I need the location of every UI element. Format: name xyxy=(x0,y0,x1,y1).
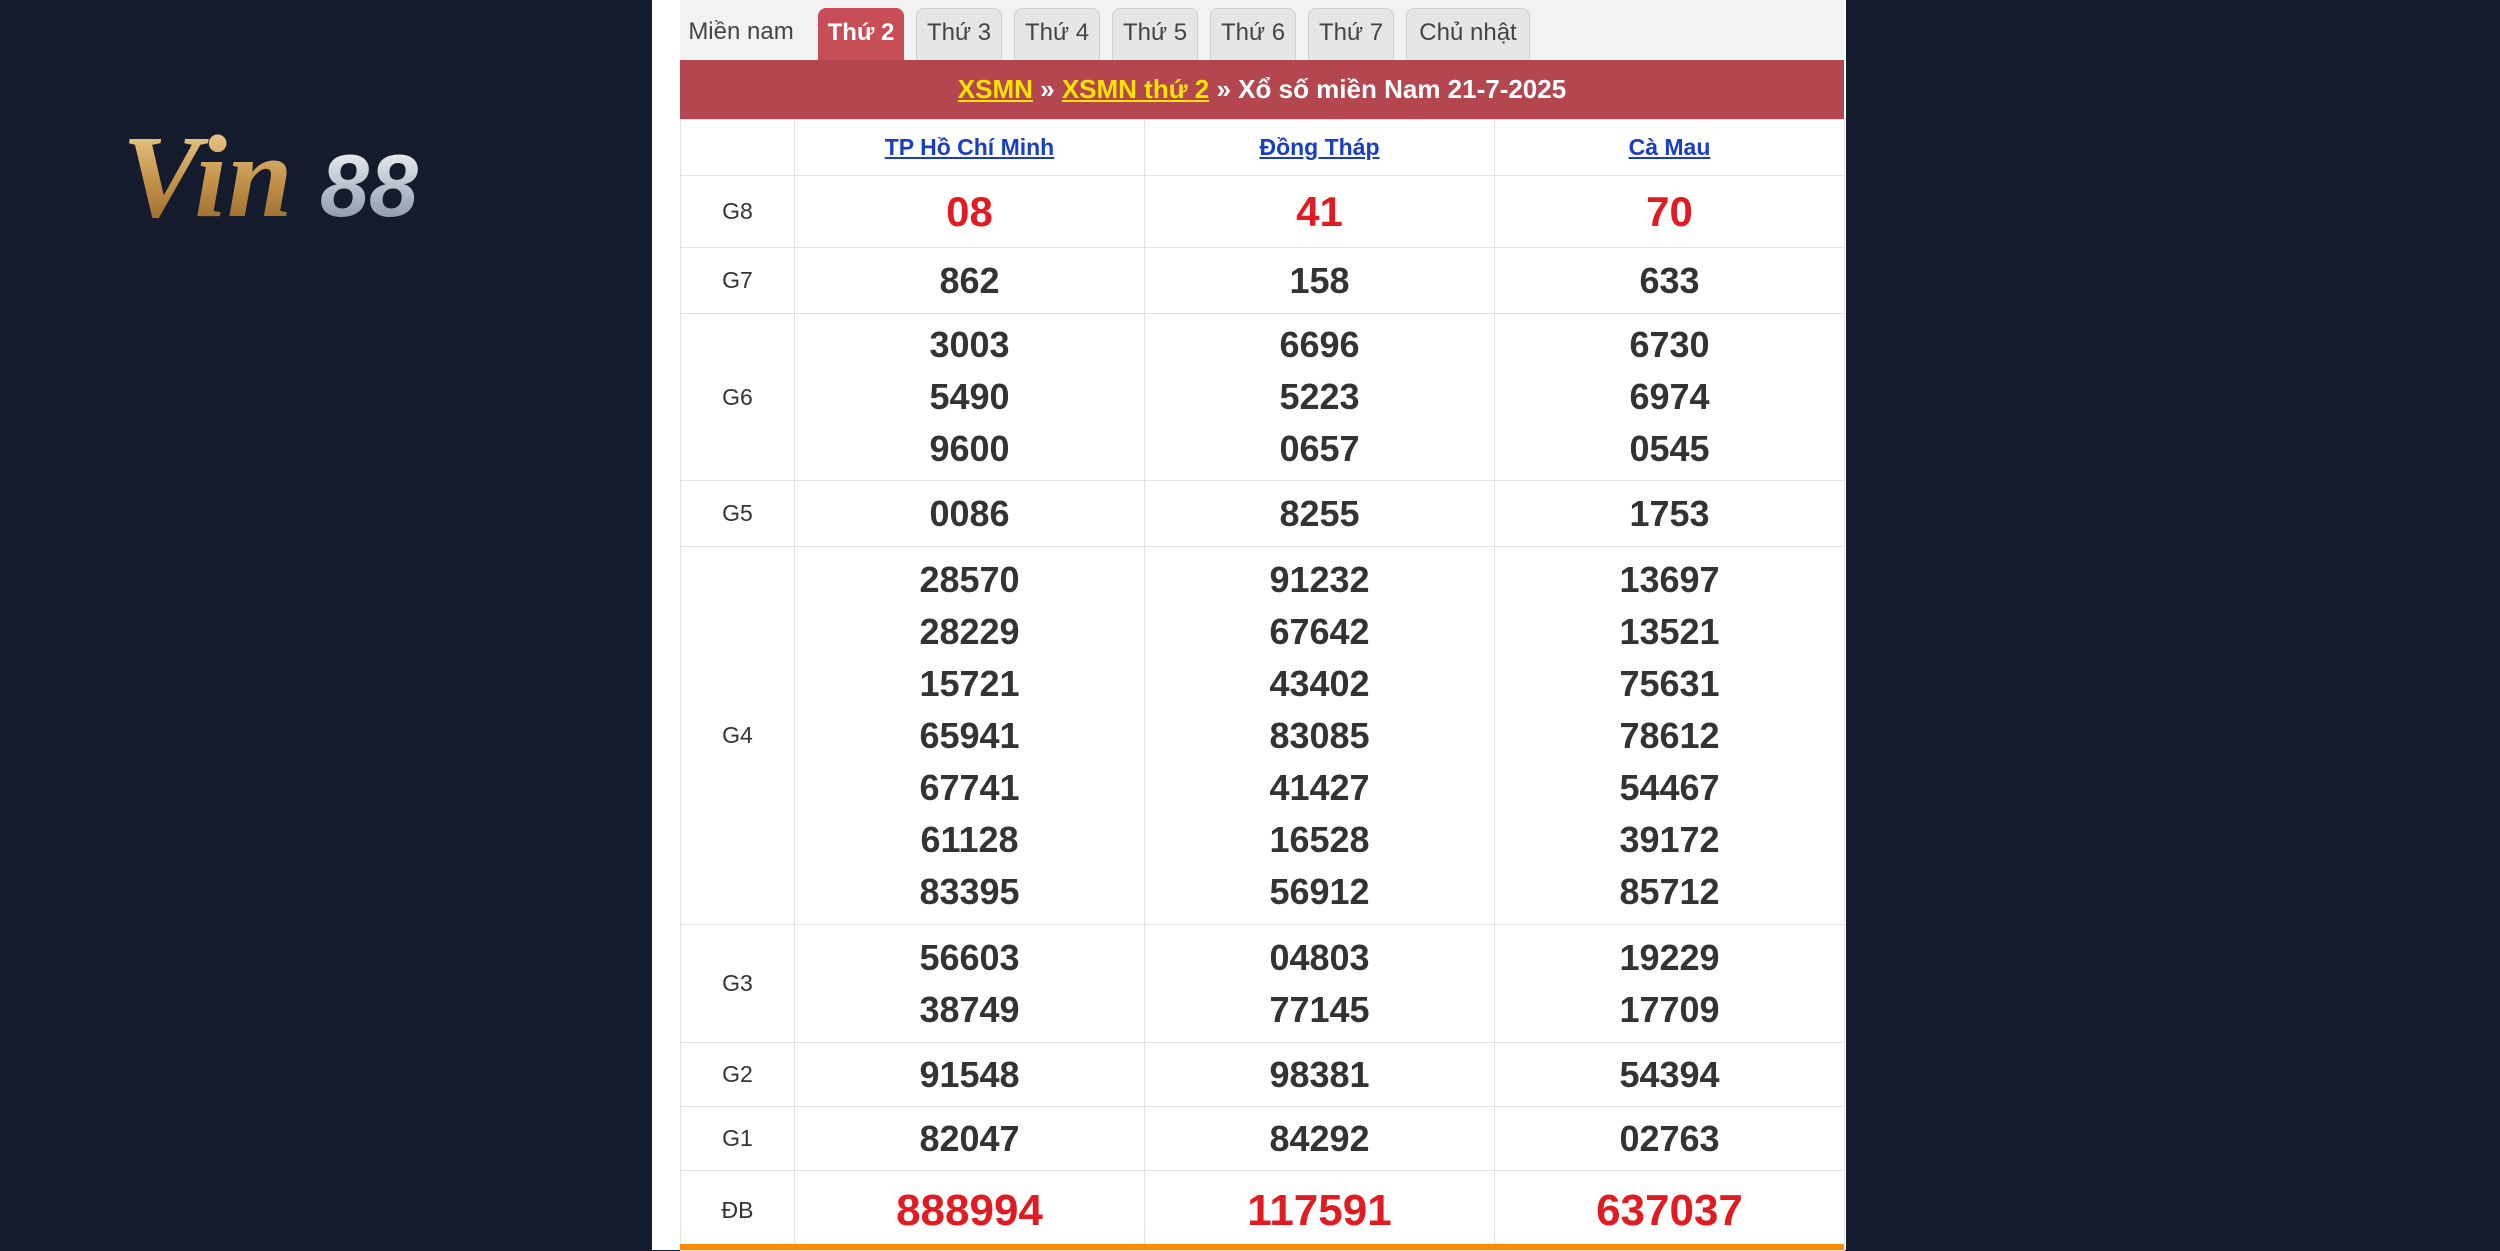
lottery-number: 3003 xyxy=(929,324,1010,365)
lottery-number: 02763 xyxy=(1619,1117,1720,1159)
lottery-number: 5490 xyxy=(929,376,1010,417)
logo-text-gold: Vin xyxy=(122,112,293,232)
lottery-number: 158 xyxy=(1289,259,1350,301)
lottery-number: 83395 xyxy=(919,870,1020,912)
xsmn-thu-2-link[interactable]: XSMN thứ 2 xyxy=(1061,74,1210,104)
prize-label: ĐB xyxy=(681,1171,795,1251)
lottery-number: 75631 xyxy=(1619,662,1720,704)
lottery-number: 0657 xyxy=(1279,428,1360,469)
lottery-number: 67642 xyxy=(1269,610,1370,652)
province-link-ca-mau[interactable]: Cà Mau xyxy=(1628,134,1711,160)
prize-row-g1 xyxy=(681,1107,1845,1171)
prize-label: G6 xyxy=(681,314,795,481)
province-header xyxy=(1495,120,1845,176)
prize-cell xyxy=(1495,176,1845,248)
prize-cell xyxy=(1495,248,1845,314)
lottery-number: 83085 xyxy=(1269,714,1370,756)
prize-row-g8 xyxy=(681,176,1845,248)
results-header xyxy=(680,60,1844,119)
tab-thu-6[interactable]: Thứ 6 xyxy=(1210,8,1296,60)
prize-row-g5 xyxy=(681,481,1845,547)
prize-cell xyxy=(795,1107,1145,1171)
lottery-number: 41427 xyxy=(1269,766,1370,808)
tab-thu-4[interactable]: Thứ 4 xyxy=(1014,8,1100,60)
lottery-number: 5223 xyxy=(1279,376,1360,417)
breadcrumb-separator: » xyxy=(1209,74,1239,104)
lottery-number: 28229 xyxy=(919,610,1020,652)
lottery-number: 17709 xyxy=(1619,988,1720,1030)
lottery-number: 85712 xyxy=(1619,870,1720,912)
lottery-number: 888994 xyxy=(896,1185,1043,1235)
prize-row-g3 xyxy=(681,925,1845,1043)
lottery-number: 56912 xyxy=(1269,870,1370,912)
prize-cell xyxy=(1495,1043,1845,1107)
prize-cell xyxy=(1145,1043,1495,1107)
xsmn-link[interactable]: XSMN xyxy=(957,74,1033,104)
prize-row-db xyxy=(681,1171,1845,1251)
prize-label: G8 xyxy=(681,176,795,248)
tab-chu-nhat[interactable]: Chủ nhật xyxy=(1406,8,1530,60)
results-title: Xổ số miền Nam 21-7-2025 xyxy=(1238,74,1567,104)
prize-cell xyxy=(1145,248,1495,314)
prize-label: G3 xyxy=(681,925,795,1043)
tab-mien-nam[interactable]: Miền nam xyxy=(688,18,794,45)
lottery-number: 41 xyxy=(1296,187,1343,235)
prize-cell xyxy=(1145,1171,1495,1251)
tab-thu-3[interactable]: Thứ 3 xyxy=(916,8,1002,60)
prize-cell xyxy=(1145,1107,1495,1171)
bottom-accent-bar xyxy=(680,1244,1844,1250)
province-header xyxy=(795,120,1145,176)
prize-cell xyxy=(795,1043,1145,1107)
prize-label: G1 xyxy=(681,1107,795,1171)
lottery-number: 84292 xyxy=(1269,1117,1370,1159)
prize-cell xyxy=(1145,925,1495,1043)
lottery-number: 6730 xyxy=(1629,324,1710,365)
lottery-number: 98381 xyxy=(1269,1053,1370,1095)
prize-cell xyxy=(795,248,1145,314)
lottery-number: 61128 xyxy=(920,818,1019,860)
lottery-number: 862 xyxy=(939,259,1000,301)
lottery-number: 19229 xyxy=(1619,936,1720,978)
prize-cell xyxy=(1495,547,1845,925)
prize-cell xyxy=(1145,481,1495,547)
prize-row-g2 xyxy=(681,1043,1845,1107)
lottery-number: 65941 xyxy=(919,714,1020,756)
prize-cell xyxy=(1495,1171,1845,1251)
lottery-number: 13521 xyxy=(1619,610,1720,652)
lottery-number: 70 xyxy=(1646,187,1693,235)
prize-row-g4 xyxy=(681,547,1845,925)
lottery-number: 43402 xyxy=(1269,662,1370,704)
lottery-number: 0086 xyxy=(929,492,1010,534)
lottery-number: 78612 xyxy=(1619,714,1720,756)
lottery-number: 08 xyxy=(946,187,993,235)
logo-text-silver: 88 xyxy=(320,136,418,232)
lottery-number: 82047 xyxy=(919,1117,1020,1159)
prize-cell xyxy=(795,925,1145,1043)
prize-cell xyxy=(1495,925,1845,1043)
prize-row-g7 xyxy=(681,248,1845,314)
vin88-logo xyxy=(122,112,482,232)
prize-row-g6 xyxy=(681,314,1845,481)
prize-cell xyxy=(1145,176,1495,248)
breadcrumb-separator: » xyxy=(1032,74,1062,104)
prize-cell xyxy=(795,481,1145,547)
lottery-number: 54394 xyxy=(1619,1053,1720,1095)
lottery-number: 38749 xyxy=(919,988,1020,1030)
prize-label: G5 xyxy=(681,481,795,547)
lottery-number: 39172 xyxy=(1619,818,1720,860)
lottery-number: 91548 xyxy=(919,1053,1020,1095)
lottery-number: 91232 xyxy=(1269,558,1370,600)
tab-thu-5[interactable]: Thứ 5 xyxy=(1112,8,1198,60)
prize-cell xyxy=(795,547,1145,925)
lottery-number: 117591 xyxy=(1247,1185,1392,1235)
prize-cell xyxy=(1495,481,1845,547)
prize-cell xyxy=(1495,314,1845,481)
lottery-number: 6696 xyxy=(1279,324,1360,365)
province-header-row xyxy=(681,120,1845,176)
province-header xyxy=(1145,120,1495,176)
lottery-number: 54467 xyxy=(1619,766,1720,808)
lottery-number: 67741 xyxy=(919,766,1020,808)
day-tabs xyxy=(680,0,1844,61)
prize-header-cell xyxy=(681,120,795,176)
prize-label: G2 xyxy=(681,1043,795,1107)
lottery-number: 56603 xyxy=(919,936,1020,978)
tab-thu-7[interactable]: Thứ 7 xyxy=(1308,8,1394,60)
prize-cell xyxy=(795,176,1145,248)
prize-cell xyxy=(1145,547,1495,925)
prize-label: G4 xyxy=(681,547,795,925)
lottery-number: 15721 xyxy=(919,662,1020,704)
lottery-results-table xyxy=(680,119,1845,1251)
lottery-number: 16528 xyxy=(1269,818,1370,860)
lottery-number: 1753 xyxy=(1629,492,1710,534)
lottery-number: 9600 xyxy=(929,428,1010,469)
prize-cell xyxy=(1145,314,1495,481)
lottery-number: 13697 xyxy=(1619,558,1720,600)
lottery-number: 0545 xyxy=(1629,428,1710,469)
province-link-tp-ho-chi-minh[interactable]: TP Hồ Chí Minh xyxy=(884,134,1055,160)
lottery-number: 8255 xyxy=(1279,492,1360,534)
prize-cell xyxy=(1495,1107,1845,1171)
prize-cell xyxy=(795,1171,1145,1251)
lottery-number: 77145 xyxy=(1269,988,1370,1030)
lottery-number: 28570 xyxy=(919,558,1020,600)
prize-label: G7 xyxy=(681,248,795,314)
lottery-number: 637037 xyxy=(1596,1185,1743,1235)
lottery-number: 633 xyxy=(1639,259,1700,301)
province-link-dong-thap[interactable]: Đồng Tháp xyxy=(1259,134,1380,160)
prize-cell xyxy=(795,314,1145,481)
lottery-number: 04803 xyxy=(1269,936,1370,978)
lottery-number: 6974 xyxy=(1629,376,1710,417)
tab-thu-2[interactable]: Thứ 2 xyxy=(818,8,904,60)
